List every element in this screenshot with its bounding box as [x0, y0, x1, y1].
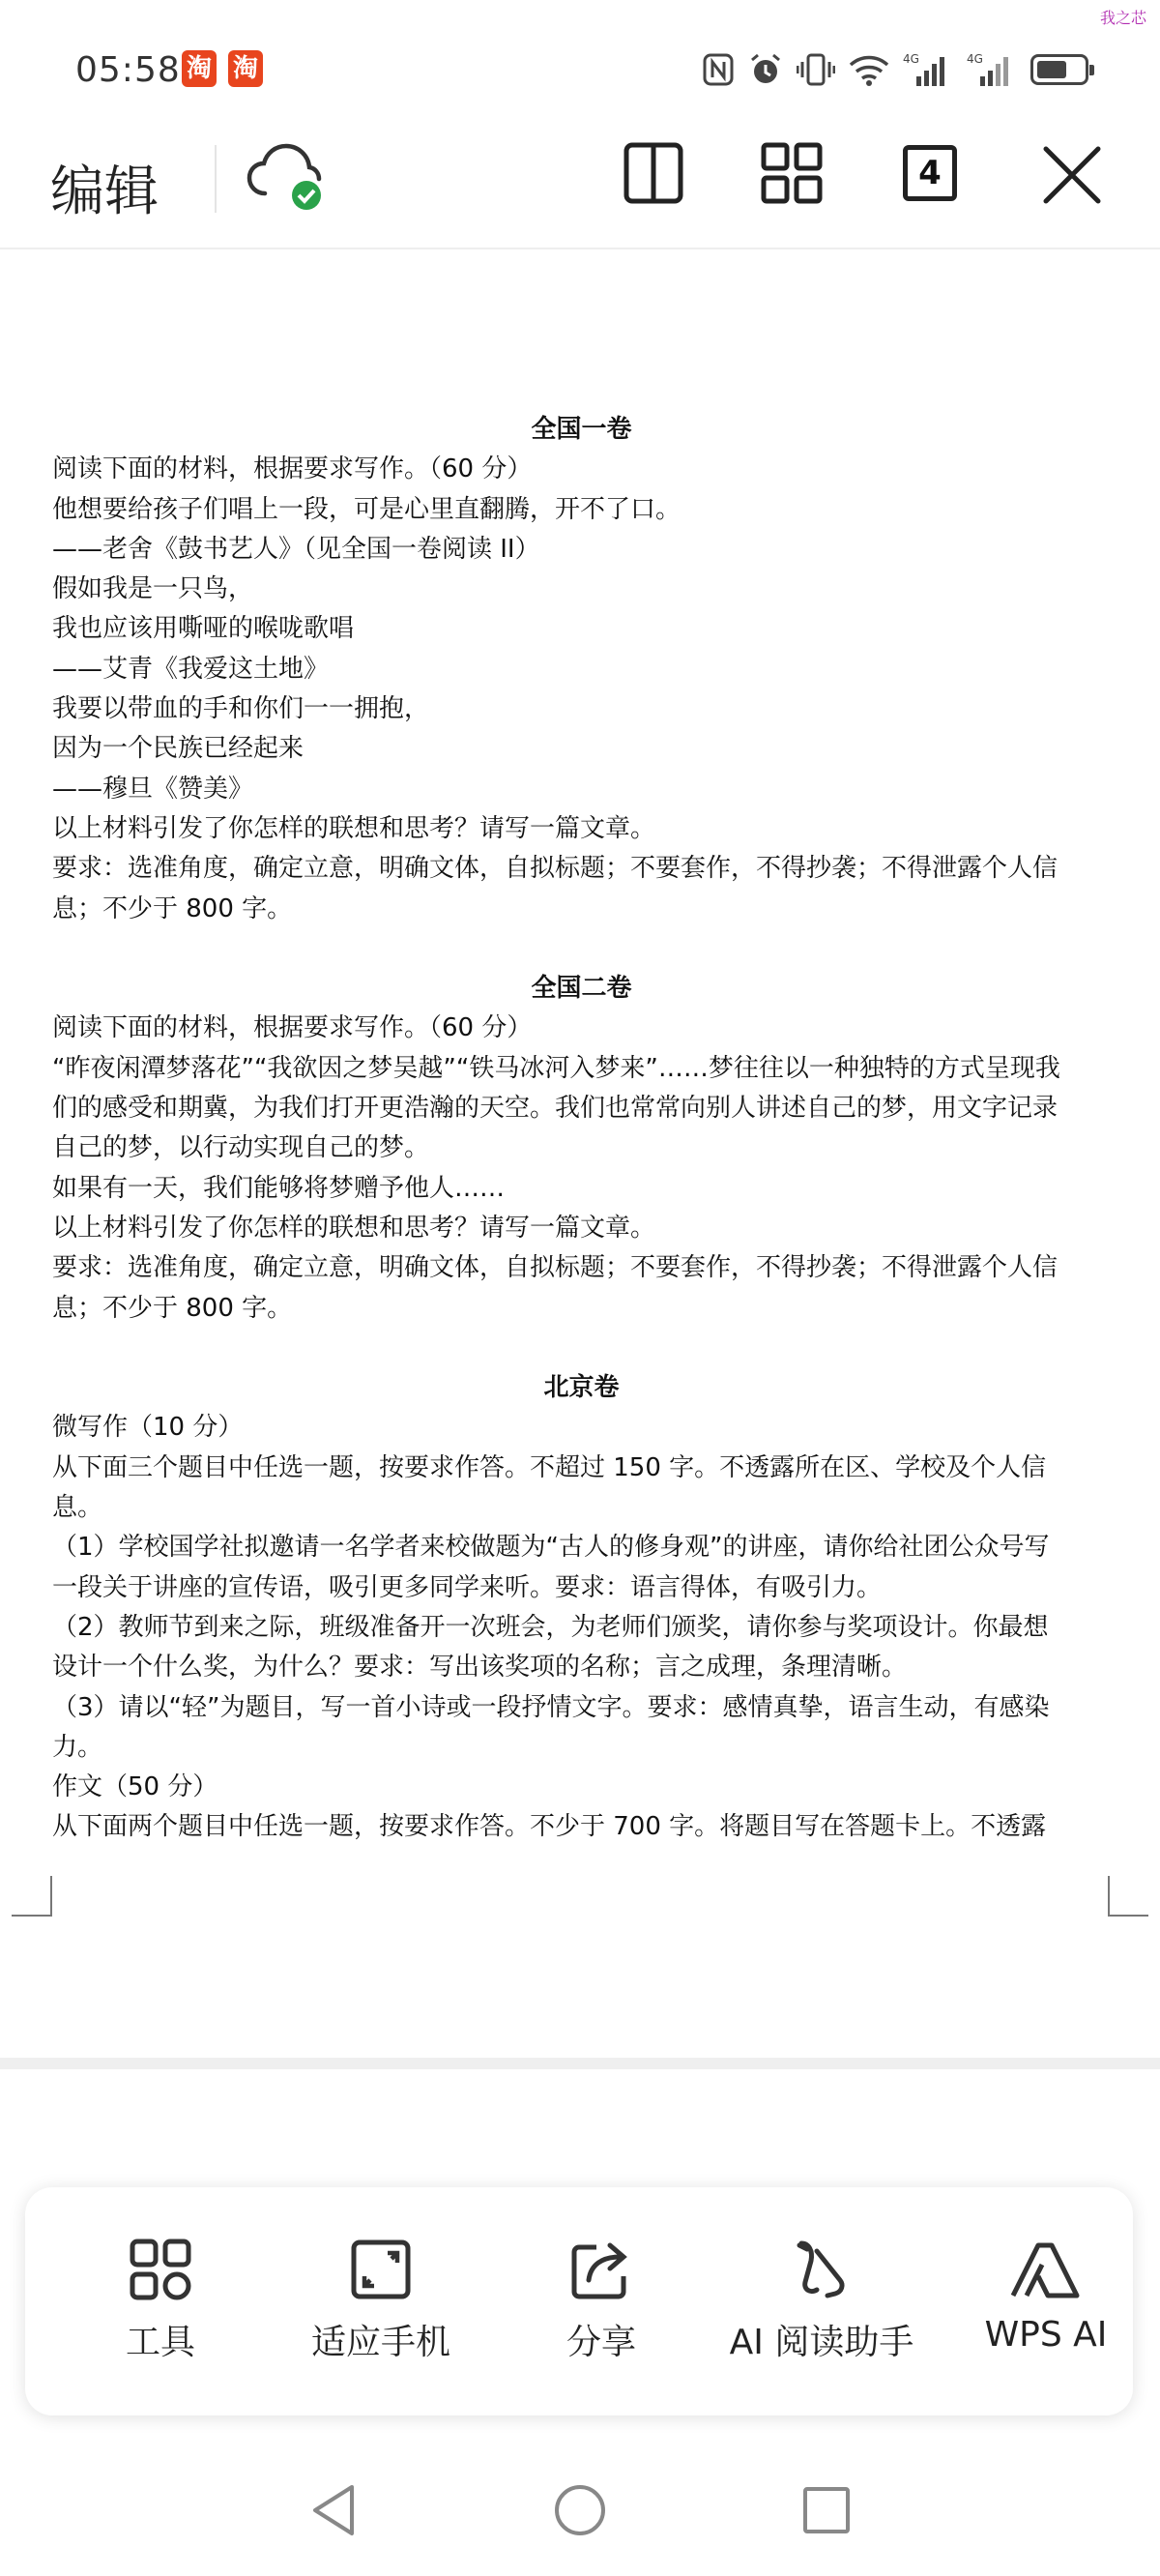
grid-view-icon[interactable] [760, 139, 824, 207]
doc-line: （2）教师节到来之际，班级准备开一次班会，为老师们颁奖，请你参与奖项设计。你最想 [52, 1612, 1049, 1642]
battery-icon [1030, 54, 1088, 85]
doc-line: 要求：选准角度，确定立意，明确文体，自拟标题；不要套作，不得抄袭；不得泄露个人信 [52, 1253, 1058, 1283]
back-icon[interactable] [307, 2481, 360, 2539]
wps-ai-button[interactable] [940, 2238, 1152, 2355]
doc-line: 息；不少于 800 字。 [52, 1293, 293, 1323]
tools-icon [129, 2238, 192, 2301]
cloud-synced-icon[interactable] [244, 139, 331, 217]
split-view-icon[interactable] [623, 139, 684, 207]
ai-reading-button[interactable] [715, 2238, 928, 2364]
svg-text:4G: 4G [903, 52, 919, 66]
svg-text:4G: 4G [967, 52, 983, 66]
paragraph-gap [52, 929, 1111, 969]
watermark-text: 我之芯 [1099, 9, 1146, 27]
ai-reading-label: AI 阅读助手 [729, 2323, 914, 2362]
doc-line: 他想要给孩子们唱上一段，可是心里直翻腾，开不了口。 [52, 494, 682, 524]
fit-screen-button[interactable] [275, 2238, 487, 2364]
signal-4g-icon [903, 51, 953, 88]
doc-line: 息；不少于 800 字。 [52, 893, 293, 923]
tools-button[interactable] [54, 2238, 267, 2364]
signal-4g-icon [967, 51, 1017, 88]
section-title: 全国二卷 [531, 974, 632, 1004]
wps-ai-icon [1009, 2238, 1083, 2301]
paragraph-gap [52, 1329, 1111, 1368]
vibrate-icon [797, 52, 835, 87]
doc-line: 作文（50 分） [52, 1772, 218, 1802]
doc-line: 如果有一天，我们能够将梦赠予他人…… [52, 1173, 506, 1203]
doc-line: 以上材料引发了你怎样的联想和思考？请写一篇文章。 [52, 813, 656, 843]
doc-line: 我要以带血的手和你们一一拥抱， [52, 694, 430, 724]
doc-line: 因为一个民族已经起来 [52, 734, 304, 764]
doc-line: 自己的梦，以行动实现自己的梦。 [52, 1133, 430, 1163]
doc-line: 力。 [52, 1732, 103, 1762]
doc-line: “昨夜闲潭梦落花”“我欲因之梦吴越”“铁马冰河入梦来”……梦往往以一种独特的方式呈现我 [52, 1053, 1060, 1083]
status-bar [0, 0, 1160, 135]
app-header [0, 135, 1160, 249]
doc-line: ——艾青《我爱这土地》 [52, 654, 330, 684]
system-icons [702, 48, 1088, 91]
taobao-notification-icon: 淘 [182, 50, 217, 87]
document-page[interactable] [52, 410, 1111, 1848]
taobao-notification-icon: 淘 [228, 50, 263, 87]
doc-line: 假如我是一只鸟， [52, 574, 254, 604]
fit-screen-label: 适应手机 [310, 2323, 450, 2362]
nfc-icon [702, 52, 735, 87]
status-time: 05:58 [75, 50, 181, 90]
doc-line: 从下面两个题目中任选一题，按要求作答。不少于 700 字。将题目写在答题卡上。不透露 [52, 1812, 1047, 1842]
share-label: 分享 [566, 2323, 636, 2362]
doc-line: ——老舍《鼓书艺人》（见全国一卷阅读 II） [52, 534, 540, 564]
doc-line: 要求：选准角度，确定立意，明确文体，自拟标题；不要套作，不得抄袭；不得泄露个人信 [52, 854, 1058, 884]
doc-line: 从下面三个题目中任选一题，按要求作答。不超过 150 字。不透露所在区、学校及个人信 [52, 1452, 1047, 1482]
doc-line: ——穆旦《赞美》 [52, 774, 254, 804]
doc-line: 我也应该用嘶哑的喉咙歌唱 [52, 614, 355, 644]
edit-button[interactable]: 编辑 [50, 161, 159, 223]
wifi-icon [849, 53, 889, 86]
share-icon [569, 2238, 633, 2301]
alarm-icon [748, 52, 783, 87]
doc-line: （1）学校国学社拟邀请一名学者来校做题为“古人的修身观”的讲座，请你给社团公众号写 [52, 1533, 1050, 1563]
page-separator [0, 2058, 1160, 2069]
doc-line: 微写作（10 分） [52, 1413, 244, 1443]
tools-label: 工具 [125, 2323, 195, 2362]
doc-line: 设计一个什么奖，为什么？要求：写出该奖项的名称；言之成理，条理清晰。 [52, 1653, 908, 1683]
wps-ai-label: WPS AI [984, 2315, 1108, 2355]
page-crop-mark [12, 1876, 52, 1917]
doc-line: 一段关于讲座的宣传语，吸引更多同学来听。要求：语言得体，有吸引力。 [52, 1572, 883, 1602]
doc-line: 以上材料引发了你怎样的联想和思考？请写一篇文章。 [52, 1213, 656, 1243]
header-divider [215, 145, 217, 213]
system-nav-bar [0, 2475, 1160, 2576]
doc-line: 阅读下面的材料，根据要求写作。（60 分） [52, 454, 533, 484]
doc-line: 阅读下面的材料，根据要求写作。（60 分） [52, 1013, 533, 1043]
page-crop-mark [1108, 1876, 1148, 1917]
fit-screen-icon [349, 2238, 413, 2301]
bottom-toolbar [25, 2187, 1133, 2415]
recents-icon[interactable] [800, 2481, 853, 2539]
close-icon[interactable] [1042, 139, 1102, 207]
share-button[interactable] [495, 2238, 708, 2364]
section-title: 北京卷 [543, 1373, 620, 1403]
battery-level [1037, 61, 1066, 78]
home-icon[interactable] [553, 2481, 607, 2539]
doc-line: 息。 [52, 1493, 103, 1523]
doc-line: （3）请以“轻”为题目，写一首小诗或一段抒情文字。要求：感情真挚，语言生动，有感染 [52, 1692, 1050, 1722]
doc-line: 们的感受和期冀，为我们打开更浩瀚的天空。我们也常常向别人讲述自己的梦，用文字记录 [52, 1094, 1058, 1124]
ai-reading-icon [788, 2238, 856, 2301]
tab-count-button[interactable]: 4 [903, 145, 957, 201]
section-title: 全国一卷 [531, 415, 632, 444]
